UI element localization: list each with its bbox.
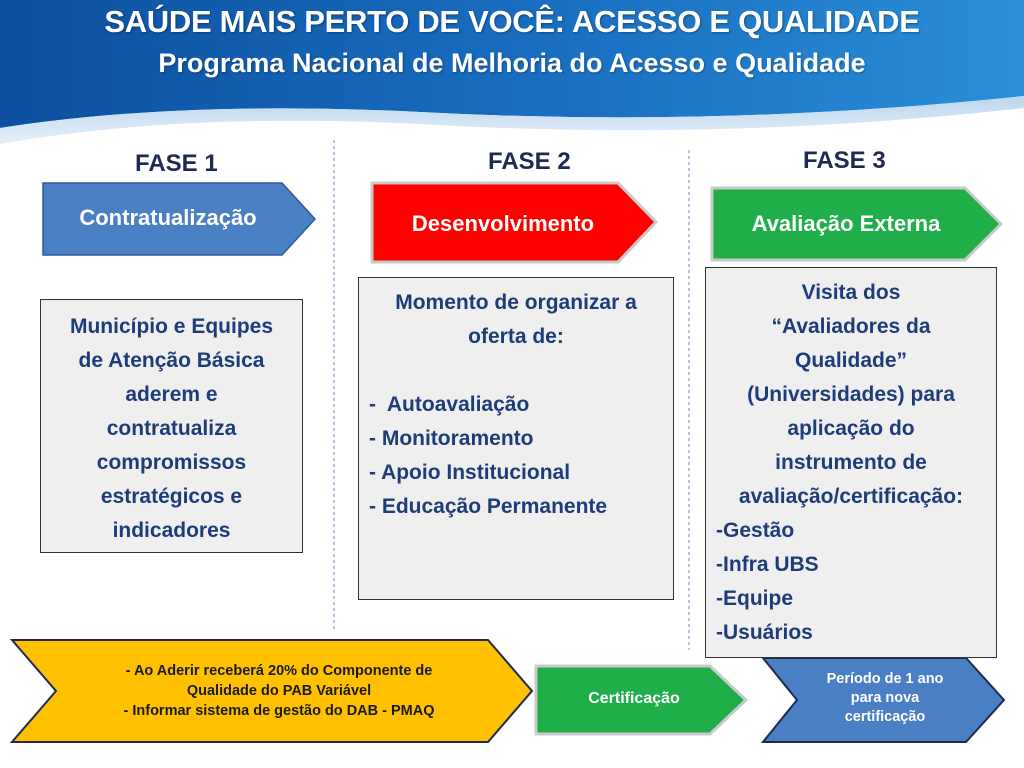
fase1-line: estratégicos e	[100, 485, 243, 508]
fase1-label: FASE 1	[135, 150, 218, 177]
fase3-label: FASE 3	[803, 147, 886, 174]
fase3-list-item: -Gestão	[716, 519, 795, 542]
fase3-line: instrumento de	[775, 451, 927, 474]
fase3-list-item: -Infra UBS	[716, 553, 819, 576]
fase2-list-item: - Autoavaliação	[369, 393, 530, 416]
fase2-list-item: - Apoio Institucional	[369, 461, 571, 484]
fase2-label: FASE 2	[488, 148, 571, 175]
fase1-line: Município e Equipes	[69, 315, 274, 338]
fase1-line: compromissos	[96, 451, 247, 474]
certification-label: Certificação	[588, 690, 680, 707]
yellow-arrow-line: - Informar sistema de gestão do DAB - PMAQ	[123, 703, 435, 719]
fase2-list-item: - Educação Permanente	[369, 495, 608, 518]
period-arrow-text	[790, 670, 980, 727]
fase1-line: indicadores	[112, 519, 231, 542]
fase3-arrow-label: Avaliação Externa	[751, 211, 941, 236]
yellow-arrow-line: Qualidade do PAB Variável	[186, 683, 372, 699]
fase2-description-box	[358, 277, 674, 600]
fase3-line: aplicação do	[787, 417, 915, 440]
yellow-arrow-text	[56, 661, 502, 721]
page-subtitle: Programa Nacional de Melhoria do Acesso e Qualidade	[158, 48, 866, 78]
fase2-arrow-label: Desenvolvimento	[411, 211, 595, 236]
fase3-description-box	[705, 267, 997, 658]
fase3-line: avaliação/certificação:	[738, 485, 964, 508]
period-line: Período de 1 ano	[826, 671, 944, 687]
fase3-list-item: -Usuários	[716, 621, 813, 644]
yellow-arrow-line: - Ao Aderir receberá 20% do Componente de	[125, 663, 433, 679]
fase3-line: Visita dos	[801, 281, 901, 304]
fase2-list-item: - Monitoramento	[369, 427, 534, 450]
fase2-intro-line: Momento de organizar a	[395, 291, 637, 314]
fase1-line: aderem e	[125, 383, 218, 406]
page-title: SAÚDE MAIS PERTO DE VOCÊ: ACESSO E QUALIDADE	[104, 4, 920, 39]
period-line: certificação	[844, 709, 926, 725]
fase3-line: “Avaliadores da	[771, 315, 931, 338]
fase2-intro-line: oferta de:	[468, 325, 564, 348]
fase1-description-box	[40, 299, 303, 553]
fase1-line: de Atenção Básica	[78, 349, 265, 372]
period-line: para nova	[850, 690, 920, 706]
fase1-arrow-label: Contratualização	[79, 205, 257, 230]
fase3-list-item: -Equipe	[716, 587, 794, 610]
fase1-line: contratualiza	[106, 417, 237, 440]
fase3-line: Qualidade”	[794, 349, 908, 372]
fase3-line: (Universidades) para	[747, 383, 955, 406]
